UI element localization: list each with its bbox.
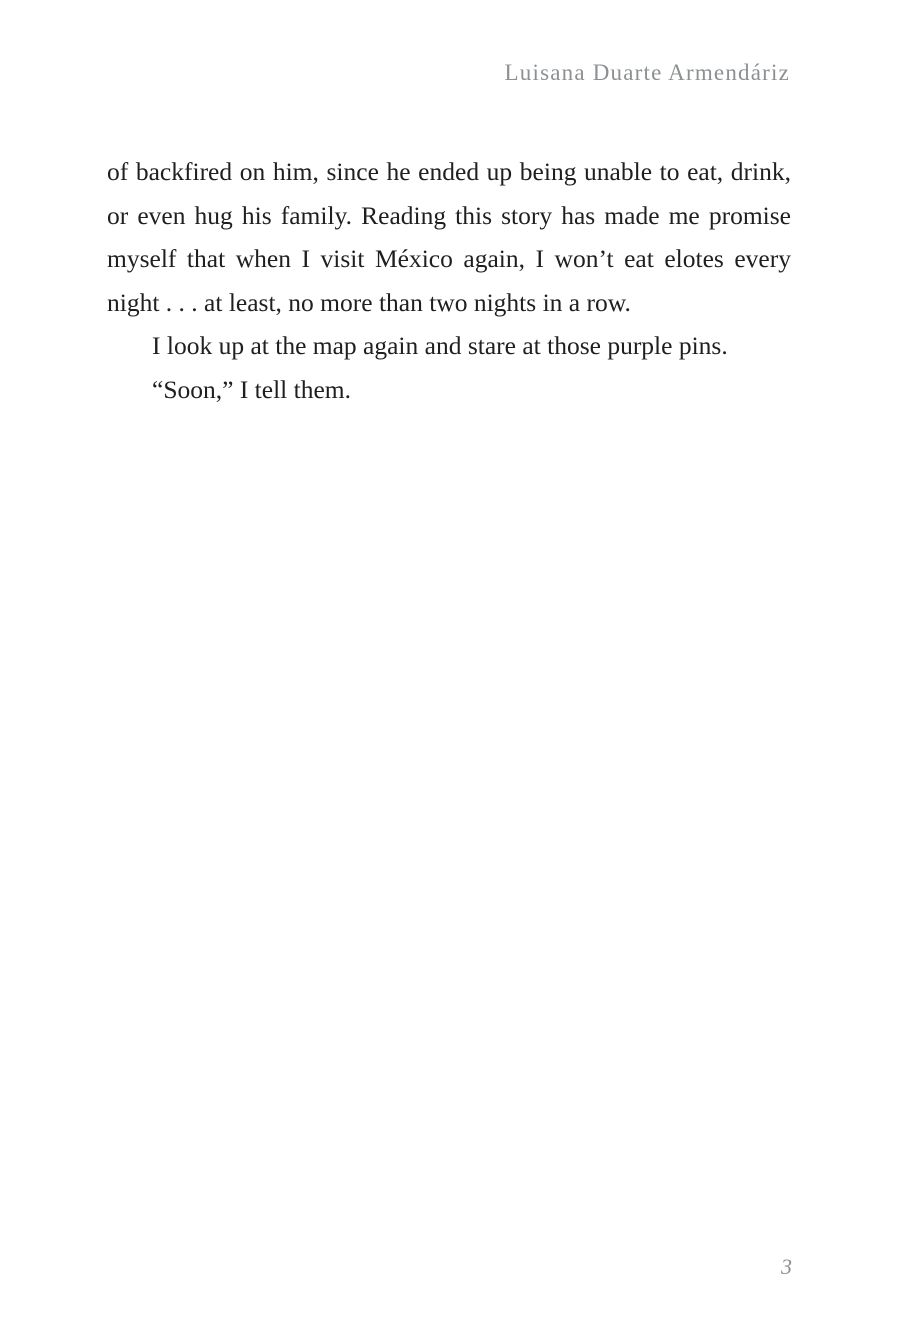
paragraph-dialogue: “Soon,” I tell them. <box>152 374 351 404</box>
paragraph-map-pins: I look up at the map again and stare at those purple pins. <box>152 331 728 360</box>
running-header-author: Luisana Duarte Armendáriz <box>504 60 790 85</box>
paragraph-continuation: of backfired on him, since he ended up being unable to eat, drink, or even hug his family. Reading this story has made me promise myself that when I visit México again, I won’t eat elotes every night . . . at least, no more than two nights in a row. <box>107 157 791 317</box>
page-number: 3 <box>781 1254 792 1279</box>
body-text-block <box>107 150 791 411</box>
